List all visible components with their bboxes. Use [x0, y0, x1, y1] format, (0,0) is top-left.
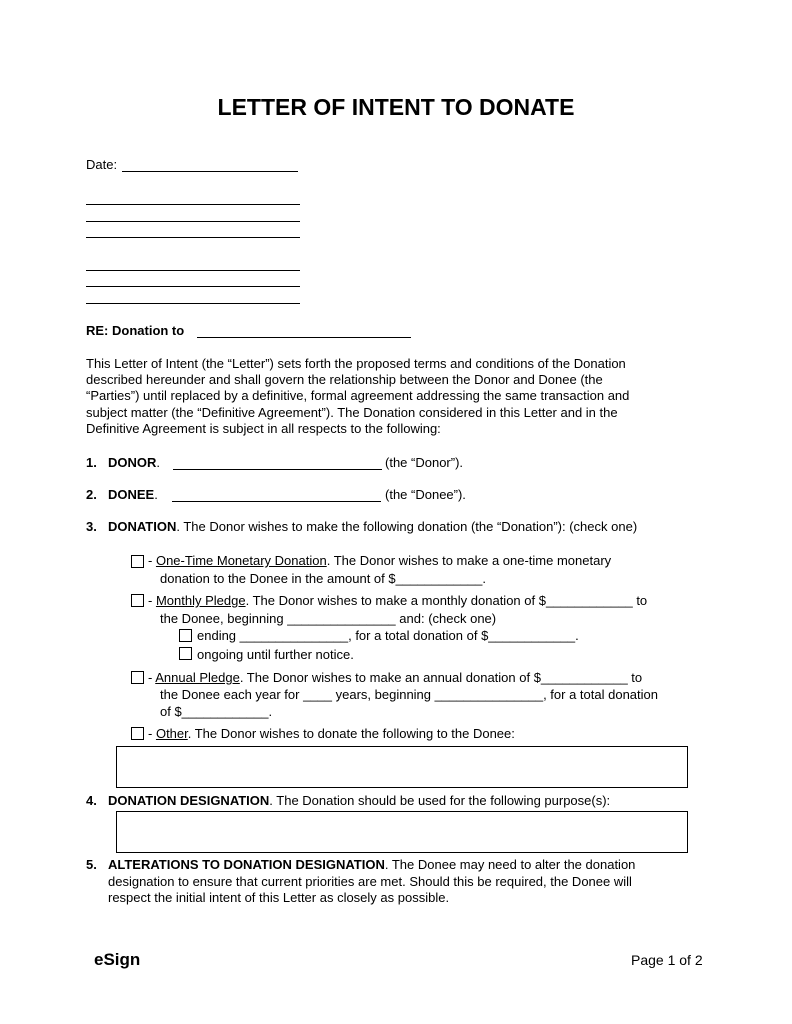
intro-line: Definitive Agreement is subject in all respects to the following:	[86, 420, 441, 436]
date-field[interactable]	[122, 171, 298, 172]
section-number: 1.	[86, 455, 97, 470]
one-time-checkbox[interactable]	[131, 555, 144, 568]
alterations-line3: respect the initial intent of this Letter as closely as possible.	[108, 890, 450, 905]
page-number: Page 1 of 2	[631, 952, 703, 968]
annual-checkbox[interactable]	[131, 671, 144, 684]
re-field[interactable]	[197, 337, 411, 338]
donor-suffix: (the “Donor”).	[385, 455, 464, 470]
alterations-line2: designation to ensure that current priorities are met. Should this be required, the Donee will	[108, 874, 632, 889]
section-number: 3.	[86, 519, 97, 534]
intro-paragraph	[86, 356, 706, 437]
annual-line3: of $____________.	[160, 704, 273, 719]
other-donation-textbox[interactable]	[116, 746, 688, 788]
section-donation: DONATION. The Donor wishes to make the following donation (the “Donation”): (check one)	[108, 519, 638, 534]
monthly-checkbox[interactable]	[131, 594, 144, 607]
re-label: RE: Donation to	[86, 323, 185, 338]
address-line-3[interactable]	[86, 237, 300, 238]
designation-purpose-textbox[interactable]	[116, 811, 688, 853]
intro-line: “Parties”) until replaced by a definitive, formal agreement addressing the same transaction and	[86, 388, 630, 404]
annual-line1: - Annual Pledge. The Donor wishes to make an annual donation of $____________ to	[148, 670, 643, 685]
address-line-6[interactable]	[86, 303, 300, 304]
address-line-5[interactable]	[86, 286, 300, 287]
other-checkbox[interactable]	[131, 727, 144, 740]
monthly-line2: the Donee, beginning _______________ and: (check one)	[160, 611, 497, 626]
monthly-ongoing-text: ongoing until further notice.	[197, 647, 354, 662]
address-line-1[interactable]	[86, 204, 300, 205]
monthly-ending-checkbox[interactable]	[179, 629, 192, 642]
monthly-line1: - Monthly Pledge. The Donor wishes to make a monthly donation of $____________ to	[148, 593, 648, 608]
address-line-4[interactable]	[86, 270, 300, 271]
intro-line: This Letter of Intent (the “Letter”) sets forth the proposed terms and conditions of the Donation	[86, 356, 626, 371]
other-line1: - Other. The Donor wishes to donate the following to the Donee:	[148, 726, 515, 741]
section-donee: DONEE.	[108, 487, 158, 502]
donee-suffix: (the “Donee”).	[385, 487, 466, 502]
esign-logo: eSign	[94, 950, 141, 969]
one-time-line1: - One-Time Monetary Donation. The Donor wishes to make a one-time monetary	[148, 553, 612, 568]
address-line-2[interactable]	[86, 221, 300, 222]
monthly-ending-text: ending _______________, for a total donation of $____________.	[197, 628, 579, 643]
section-number: 2.	[86, 487, 97, 502]
intro-line: described hereunder and shall govern the relationship between the Donor and Donee (the	[86, 372, 603, 388]
section-number: 5.	[86, 857, 97, 872]
one-time-line2: donation to the Donee in the amount of $____________.	[160, 571, 486, 586]
date-label: Date:	[86, 157, 118, 172]
donee-name-field[interactable]	[172, 501, 381, 502]
section-donor: DONOR.	[108, 455, 161, 470]
section-designation: DONATION DESIGNATION. The Donation should be used for the following purpose(s):	[108, 793, 611, 808]
section-alterations: ALTERATIONS TO DONATION DESIGNATION. The Donee may need to alter the donation	[108, 857, 636, 872]
annual-line2: the Donee each year for ____ years, beginning _______________, for a total donation	[160, 687, 658, 702]
section-number: 4.	[86, 793, 97, 808]
page-title: LETTER OF INTENT TO DONATE	[217, 94, 575, 120]
monthly-ongoing-checkbox[interactable]	[179, 647, 192, 660]
intro-line: subject matter (the “Definitive Agreement”). The Donation considered in this Letter and in the	[86, 404, 618, 420]
donor-name-field[interactable]	[173, 469, 382, 470]
